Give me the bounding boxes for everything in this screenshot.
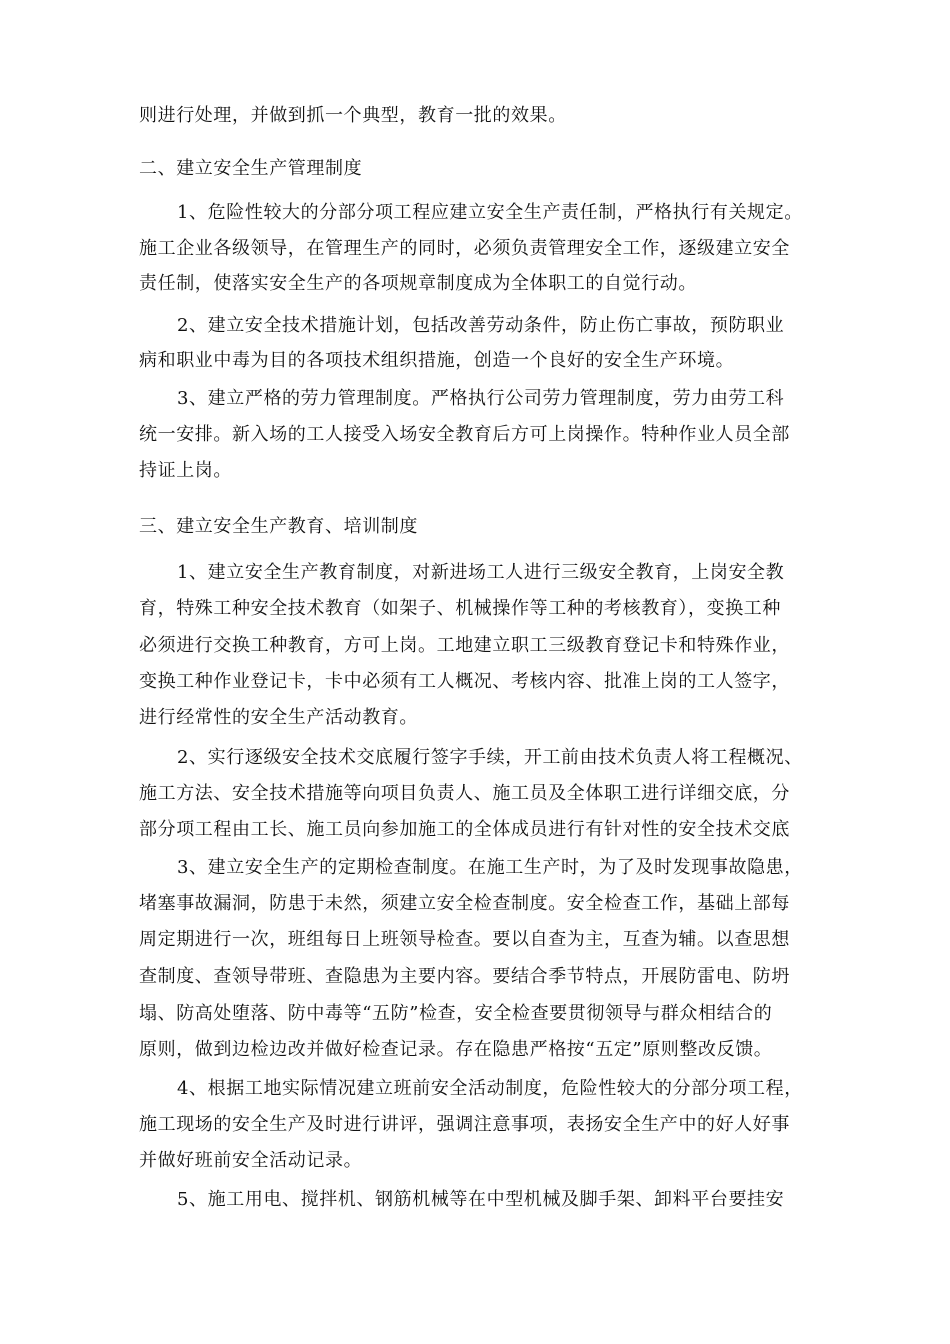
paragraph-line: 进行经常性的安全生产活动教育。 — [139, 707, 418, 728]
paragraph-line: 3、建立安全生产的定期检查制度。在施工生产时，为了及时发现事故隐患， — [177, 857, 803, 878]
paragraph-line: 必须进行交换工种教育，方可上岗。工地建立职工三级教育登记卡和特殊作业， — [139, 635, 790, 656]
paragraph-line: 塌、防高处堕落、防中毒等“五防”检查，安全检查要贯彻领导与群众相结合的 — [139, 1003, 773, 1024]
paragraph-line: 变换工种作业登记卡，卡中必须有工人概况、考核内容、批准上岗的工人签字， — [139, 671, 790, 692]
paragraph-line: 施工方法、安全技术措施等向项目负责人、施工员及全体职工进行详细交底，分 — [139, 783, 790, 804]
paragraph-line: 统一安排。新入场的工人接受入场安全教育后方可上岗操作。特种作业人员全部 — [139, 424, 790, 445]
paragraph-line: 育，特殊工种安全技术教育（如架子、机械操作等工种的考核教育），变换工种 — [139, 598, 781, 619]
paragraph-line: 施工企业各级领导，在管理生产的同时，必须负责管理安全工作，逐级建立安全 — [139, 238, 790, 259]
paragraph-line: 持证上岗。 — [139, 460, 232, 481]
paragraph-line: 并做好班前安全活动记录。 — [139, 1150, 363, 1171]
paragraph-line: 1、危险性较大的分部分项工程应建立安全生产责任制，严格执行有关规定。 — [177, 202, 803, 223]
paragraph-line: 则进行处理，并做到抓一个典型，教育一批的效果。 — [139, 105, 567, 126]
paragraph-line: 查制度、查领导带班、查隐患为主要内容。要结合季节特点，开展防雷电、防坍 — [139, 966, 790, 987]
paragraph-line: 2、建立安全技术措施计划，包括改善劳动条件，防止伤亡事故，预防职业 — [177, 315, 785, 336]
paragraph-line: 4、根据工地实际情况建立班前安全活动制度，危险性较大的分部分项工程， — [177, 1078, 803, 1099]
section-heading: 二、建立安全生产管理制度 — [139, 158, 363, 179]
paragraph-line: 周定期进行一次，班组每日上班领导检查。要以自查为主，互查为辅。以查思想 — [139, 929, 790, 950]
paragraph-line: 原则，做到边检边改并做好检查记录。存在隐患严格按“五定”原则整改反馈。 — [139, 1039, 773, 1060]
paragraph-line: 1、建立安全生产教育制度，对新进场工人进行三级安全教育，上岗安全教 — [177, 562, 785, 583]
paragraph-line: 3、建立严格的劳力管理制度。严格执行公司劳力管理制度，劳力由劳工科 — [177, 388, 785, 409]
paragraph-line: 堵塞事故漏洞，防患于未然，须建立安全检查制度。安全检查工作，基础上部每 — [139, 893, 790, 914]
paragraph-line: 施工现场的安全生产及时进行讲评，强调注意事项，表扬安全生产中的好人好事 — [139, 1114, 790, 1135]
paragraph-line: 5、施工用电、搅拌机、钢筋机械等在中型机械及脚手架、卸料平台要挂安 — [177, 1189, 785, 1210]
paragraph-line: 部分项工程由工长、施工员向参加施工的全体成员进行有针对性的安全技术交底 — [139, 819, 790, 840]
paragraph-line: 病和职业中毒为目的各项技术组织措施，创造一个良好的安全生产环境。 — [139, 350, 735, 371]
paragraph-line: 责任制，使落实安全生产的各项规章制度成为全体职工的自觉行动。 — [139, 273, 697, 294]
section-heading: 三、建立安全生产教育、培训制度 — [139, 516, 418, 537]
paragraph-line: 2、实行逐级安全技术交底履行签字手续，开工前由技术负责人将工程概况、 — [177, 747, 803, 768]
